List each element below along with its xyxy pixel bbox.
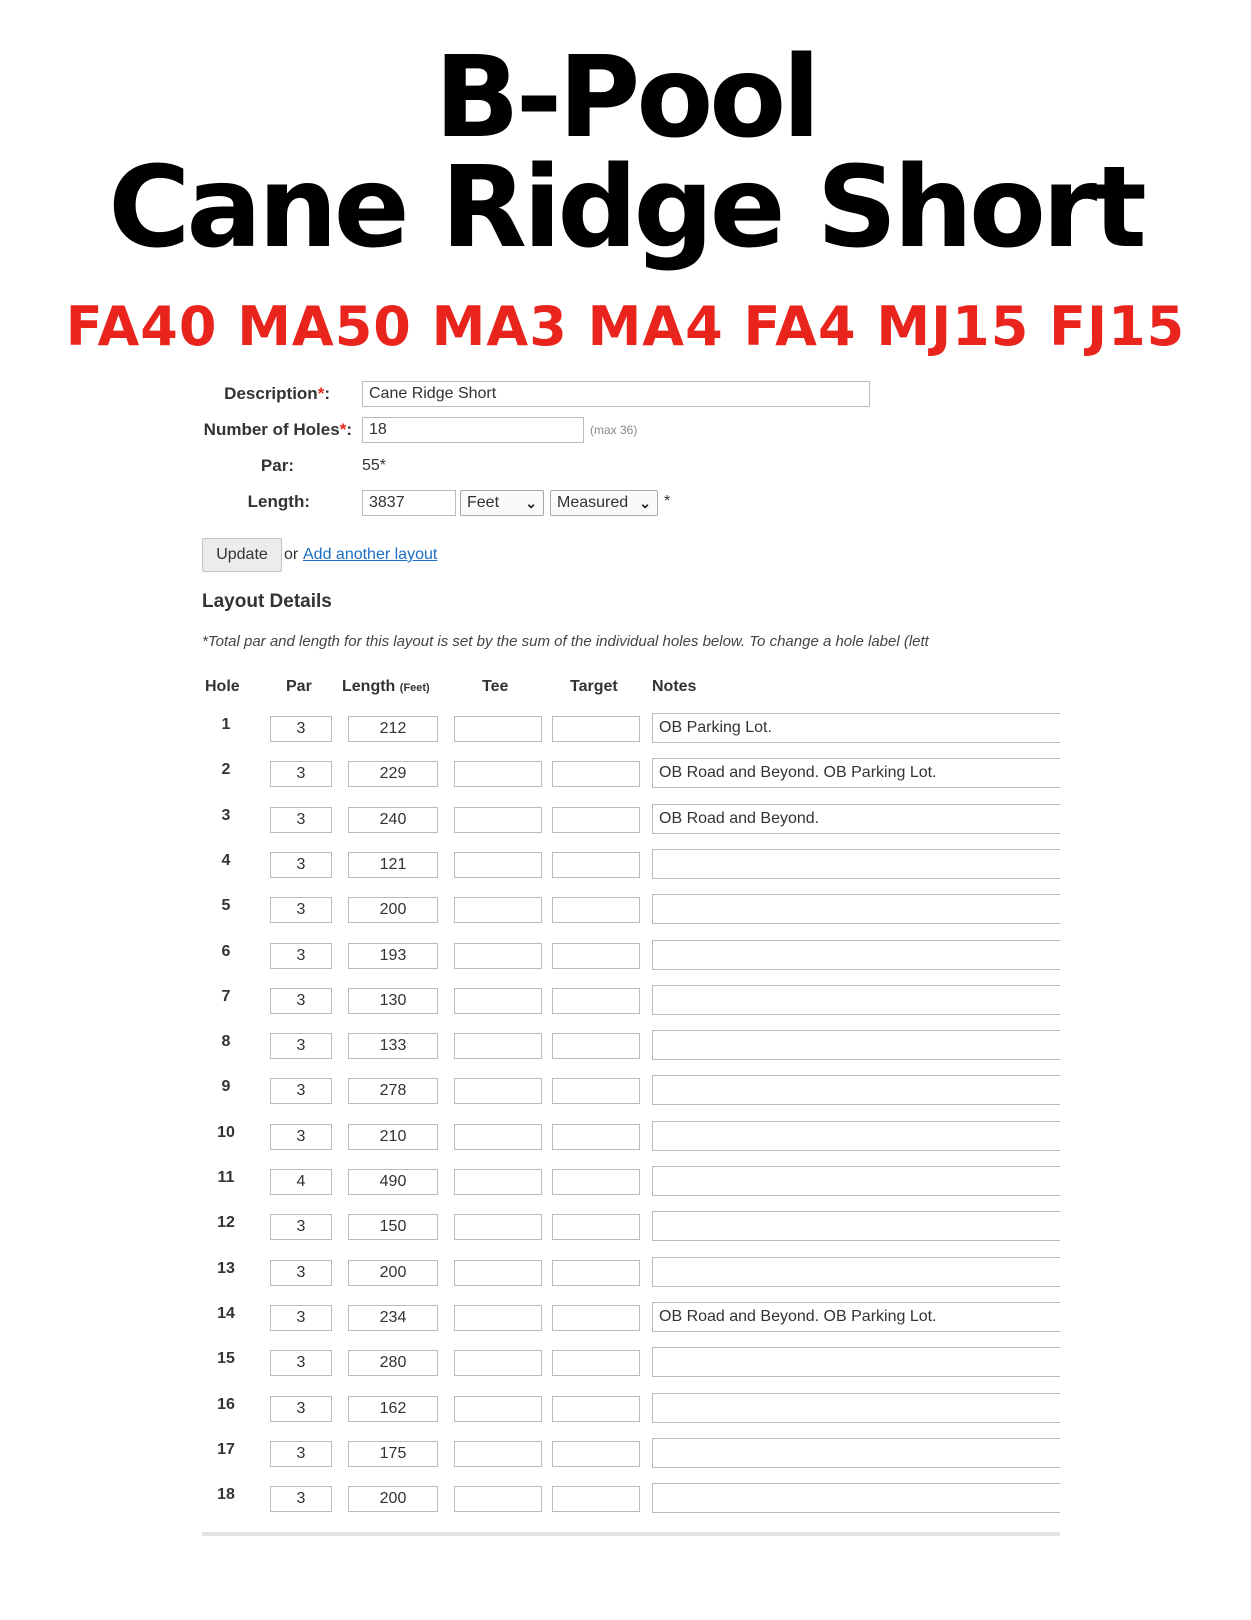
hole-notes-input[interactable] [652, 1393, 1060, 1423]
header-notes: Notes [652, 678, 697, 695]
hole-target-input[interactable] [552, 761, 640, 787]
hole-number: 17 [217, 1440, 235, 1458]
hole-tee-input[interactable] [454, 943, 542, 969]
hole-number: 16 [217, 1395, 235, 1413]
hole-notes-input[interactable]: OB Parking Lot. [652, 713, 1060, 743]
hole-row [202, 712, 1060, 758]
hole-par-input[interactable]: 3 [270, 988, 332, 1014]
hole-number: 10 [217, 1123, 235, 1141]
hole-length-input[interactable]: 121 [348, 852, 438, 878]
holes-max-hint: (max 36) [590, 423, 638, 437]
add-layout-link[interactable]: Add another layout [303, 546, 438, 563]
hole-par-input[interactable]: 3 [270, 897, 332, 923]
hole-notes-input[interactable] [652, 1121, 1060, 1151]
hole-tee-input[interactable] [454, 852, 542, 878]
hole-length-input[interactable]: 240 [348, 807, 438, 833]
hole-par-input[interactable]: 3 [270, 1033, 332, 1059]
hole-target-input[interactable] [552, 716, 640, 742]
hole-row [202, 1437, 1060, 1483]
hole-target-input[interactable] [552, 1124, 640, 1150]
hole-tee-input[interactable] [454, 761, 542, 787]
hole-par-input[interactable]: 3 [270, 1214, 332, 1240]
hole-number: 11 [217, 1169, 235, 1186]
description-row [202, 380, 1060, 410]
hole-notes-input[interactable] [652, 985, 1060, 1015]
hole-row [202, 1210, 1060, 1256]
hole-row [202, 1301, 1060, 1347]
hole-notes-input[interactable] [652, 1257, 1060, 1287]
or-text: or [284, 546, 299, 563]
hole-notes-input[interactable] [652, 849, 1060, 879]
hole-tee-input[interactable] [454, 1214, 542, 1240]
hole-tee-input[interactable] [454, 1078, 542, 1104]
hole-length-input[interactable]: 278 [348, 1078, 438, 1104]
holes-count-input[interactable]: 18 [362, 417, 584, 443]
hole-number: 4 [221, 851, 231, 869]
hole-target-input[interactable] [552, 897, 640, 923]
hole-row [202, 757, 1060, 803]
hole-tee-input[interactable] [454, 988, 542, 1014]
hole-par-input[interactable]: 3 [270, 761, 332, 787]
method-select[interactable]: Measured ⌄ [550, 490, 658, 516]
hole-row [202, 803, 1060, 849]
hole-notes-input[interactable] [652, 1166, 1060, 1196]
chevron-down-icon: ⌄ [639, 495, 651, 511]
hole-row [202, 1029, 1060, 1075]
header-tee: Tee [482, 678, 509, 695]
hole-tee-input[interactable] [454, 897, 542, 923]
hole-number: 3 [221, 806, 231, 824]
hole-number: 9 [221, 1078, 231, 1096]
hole-length-input[interactable]: 200 [348, 1486, 438, 1512]
length-required-mark: * [664, 493, 671, 510]
hole-row [202, 848, 1060, 894]
hole-number: 1 [221, 716, 231, 733]
unit-select[interactable]: Feet ⌄ [460, 490, 544, 516]
hole-row [202, 893, 1060, 939]
hole-target-input[interactable] [552, 1396, 640, 1422]
hole-target-input[interactable] [552, 852, 640, 878]
hole-tee-input[interactable] [454, 1396, 542, 1422]
layout-note: *Total par and length for this layout is set by the sum of the individual holes below. To change a hole label (lett [202, 633, 929, 650]
hole-par-input[interactable]: 3 [270, 1350, 332, 1376]
holes-count-row [202, 416, 1060, 446]
scrollbar-track[interactable] [202, 1532, 1060, 1536]
layout-details-title: Layout Details [202, 591, 332, 612]
hole-tee-input[interactable] [454, 1486, 542, 1512]
hole-par-input[interactable]: 3 [270, 807, 332, 833]
hole-row [202, 1165, 1060, 1211]
hole-target-input[interactable] [552, 1214, 640, 1240]
hole-row [202, 939, 1060, 985]
hole-number: 5 [221, 897, 231, 915]
hole-par-input[interactable]: 3 [270, 1441, 332, 1467]
hole-tee-input[interactable] [454, 1350, 542, 1376]
hole-length-input[interactable]: 210 [348, 1124, 438, 1150]
hole-row [202, 1392, 1060, 1438]
hole-par-input[interactable]: 3 [270, 1078, 332, 1104]
par-label: Par: [260, 456, 294, 475]
hole-notes-input[interactable] [652, 1211, 1060, 1241]
header-hole: Hole [205, 678, 240, 695]
hole-notes-input[interactable] [652, 1075, 1060, 1105]
hole-length-input[interactable]: 193 [348, 943, 438, 969]
hole-notes-input[interactable] [652, 1030, 1060, 1060]
hole-length-input[interactable]: 150 [348, 1214, 438, 1240]
hole-target-input[interactable] [552, 988, 640, 1014]
hole-tee-input[interactable] [454, 1169, 542, 1195]
hole-notes-input[interactable]: OB Road and Beyond. OB Parking Lot. [652, 758, 1060, 788]
hole-length-input[interactable]: 200 [348, 897, 438, 923]
header-par: Par [286, 678, 312, 695]
hole-number: 18 [217, 1486, 235, 1504]
description-label: Description*: [224, 384, 330, 403]
hole-par-input[interactable]: 3 [270, 1486, 332, 1512]
hole-notes-input[interactable] [652, 894, 1060, 924]
par-row [202, 452, 1060, 482]
hole-length-input[interactable]: 200 [348, 1260, 438, 1286]
length-row [202, 488, 1060, 518]
hole-length-input[interactable]: 130 [348, 988, 438, 1014]
header-length: Length (Feet) [342, 678, 430, 695]
hole-number: 7 [221, 987, 231, 1005]
hole-tee-input[interactable] [454, 1033, 542, 1059]
hole-number: 13 [217, 1259, 235, 1277]
hole-notes-input[interactable]: OB Road and Beyond. OB Parking Lot. [652, 1302, 1060, 1332]
hole-row [202, 1120, 1060, 1166]
hole-target-input[interactable] [552, 1305, 640, 1331]
hole-notes-input[interactable] [652, 1438, 1060, 1468]
hole-row [202, 1482, 1060, 1528]
hole-tee-input[interactable] [454, 1305, 542, 1331]
header-target: Target [570, 678, 618, 695]
hole-length-input[interactable]: 133 [348, 1033, 438, 1059]
hole-target-input[interactable] [552, 1350, 640, 1376]
hole-number: 6 [221, 942, 231, 960]
hole-tee-input[interactable] [454, 807, 542, 833]
hole-par-input[interactable]: 3 [270, 943, 332, 969]
layout-screenshot [202, 380, 1060, 1590]
hole-target-input[interactable] [552, 1169, 640, 1195]
hole-target-input[interactable] [552, 943, 640, 969]
hole-notes-input[interactable] [652, 1483, 1060, 1513]
hole-row [202, 1256, 1060, 1302]
poster-divisions: FA40 MA50 MA3 MA4 FA4 MJ15 FJ15 [65, 295, 1186, 358]
hole-notes-input[interactable]: OB Road and Beyond. [652, 804, 1060, 834]
hole-number: 12 [217, 1214, 235, 1232]
hole-number: 8 [221, 1033, 231, 1051]
hole-length-input[interactable]: 212 [348, 716, 438, 742]
length-label: Length: [247, 492, 310, 511]
hole-tee-input[interactable] [454, 1260, 542, 1286]
hole-length-input[interactable]: 490 [348, 1169, 438, 1195]
description-input[interactable]: Cane Ridge Short [362, 381, 870, 407]
hole-tee-input[interactable] [454, 1124, 542, 1150]
hole-number: 14 [217, 1304, 235, 1322]
hole-length-input[interactable]: 162 [348, 1396, 438, 1422]
hole-row [202, 1346, 1060, 1392]
hole-par-input[interactable]: 3 [270, 1124, 332, 1150]
hole-target-input[interactable] [552, 1260, 640, 1286]
hole-length-input[interactable]: 229 [348, 761, 438, 787]
hole-length-input[interactable]: 175 [348, 1441, 438, 1467]
holes-count-label: Number of Holes*: [203, 420, 352, 439]
par-value: 55* [362, 457, 387, 474]
update-button[interactable]: Update [202, 538, 282, 572]
hole-tee-input[interactable] [454, 716, 542, 742]
hole-par-input[interactable]: 3 [270, 852, 332, 878]
hole-target-input[interactable] [552, 1486, 640, 1512]
hole-par-input[interactable]: 3 [270, 716, 332, 742]
hole-notes-input[interactable] [652, 1347, 1060, 1377]
hole-length-input[interactable]: 234 [348, 1305, 438, 1331]
hole-par-input[interactable]: 3 [270, 1260, 332, 1286]
poster-title-pool: B-Pool [434, 33, 817, 163]
hole-par-input[interactable]: 4 [270, 1169, 332, 1195]
hole-target-input[interactable] [552, 1441, 640, 1467]
hole-number: 2 [221, 761, 231, 779]
hole-tee-input[interactable] [454, 1441, 542, 1467]
hole-target-input[interactable] [552, 1033, 640, 1059]
hole-row [202, 984, 1060, 1030]
poster-title-course: Cane Ridge Short [108, 143, 1143, 273]
chevron-down-icon: ⌄ [525, 495, 537, 511]
hole-notes-input[interactable] [652, 940, 1060, 970]
hole-par-input[interactable]: 3 [270, 1305, 332, 1331]
hole-number: 15 [217, 1350, 235, 1368]
hole-row [202, 1074, 1060, 1120]
hole-target-input[interactable] [552, 1078, 640, 1104]
hole-length-input[interactable]: 280 [348, 1350, 438, 1376]
length-input[interactable]: 3837 [362, 490, 456, 516]
hole-target-input[interactable] [552, 807, 640, 833]
hole-par-input[interactable]: 3 [270, 1396, 332, 1422]
